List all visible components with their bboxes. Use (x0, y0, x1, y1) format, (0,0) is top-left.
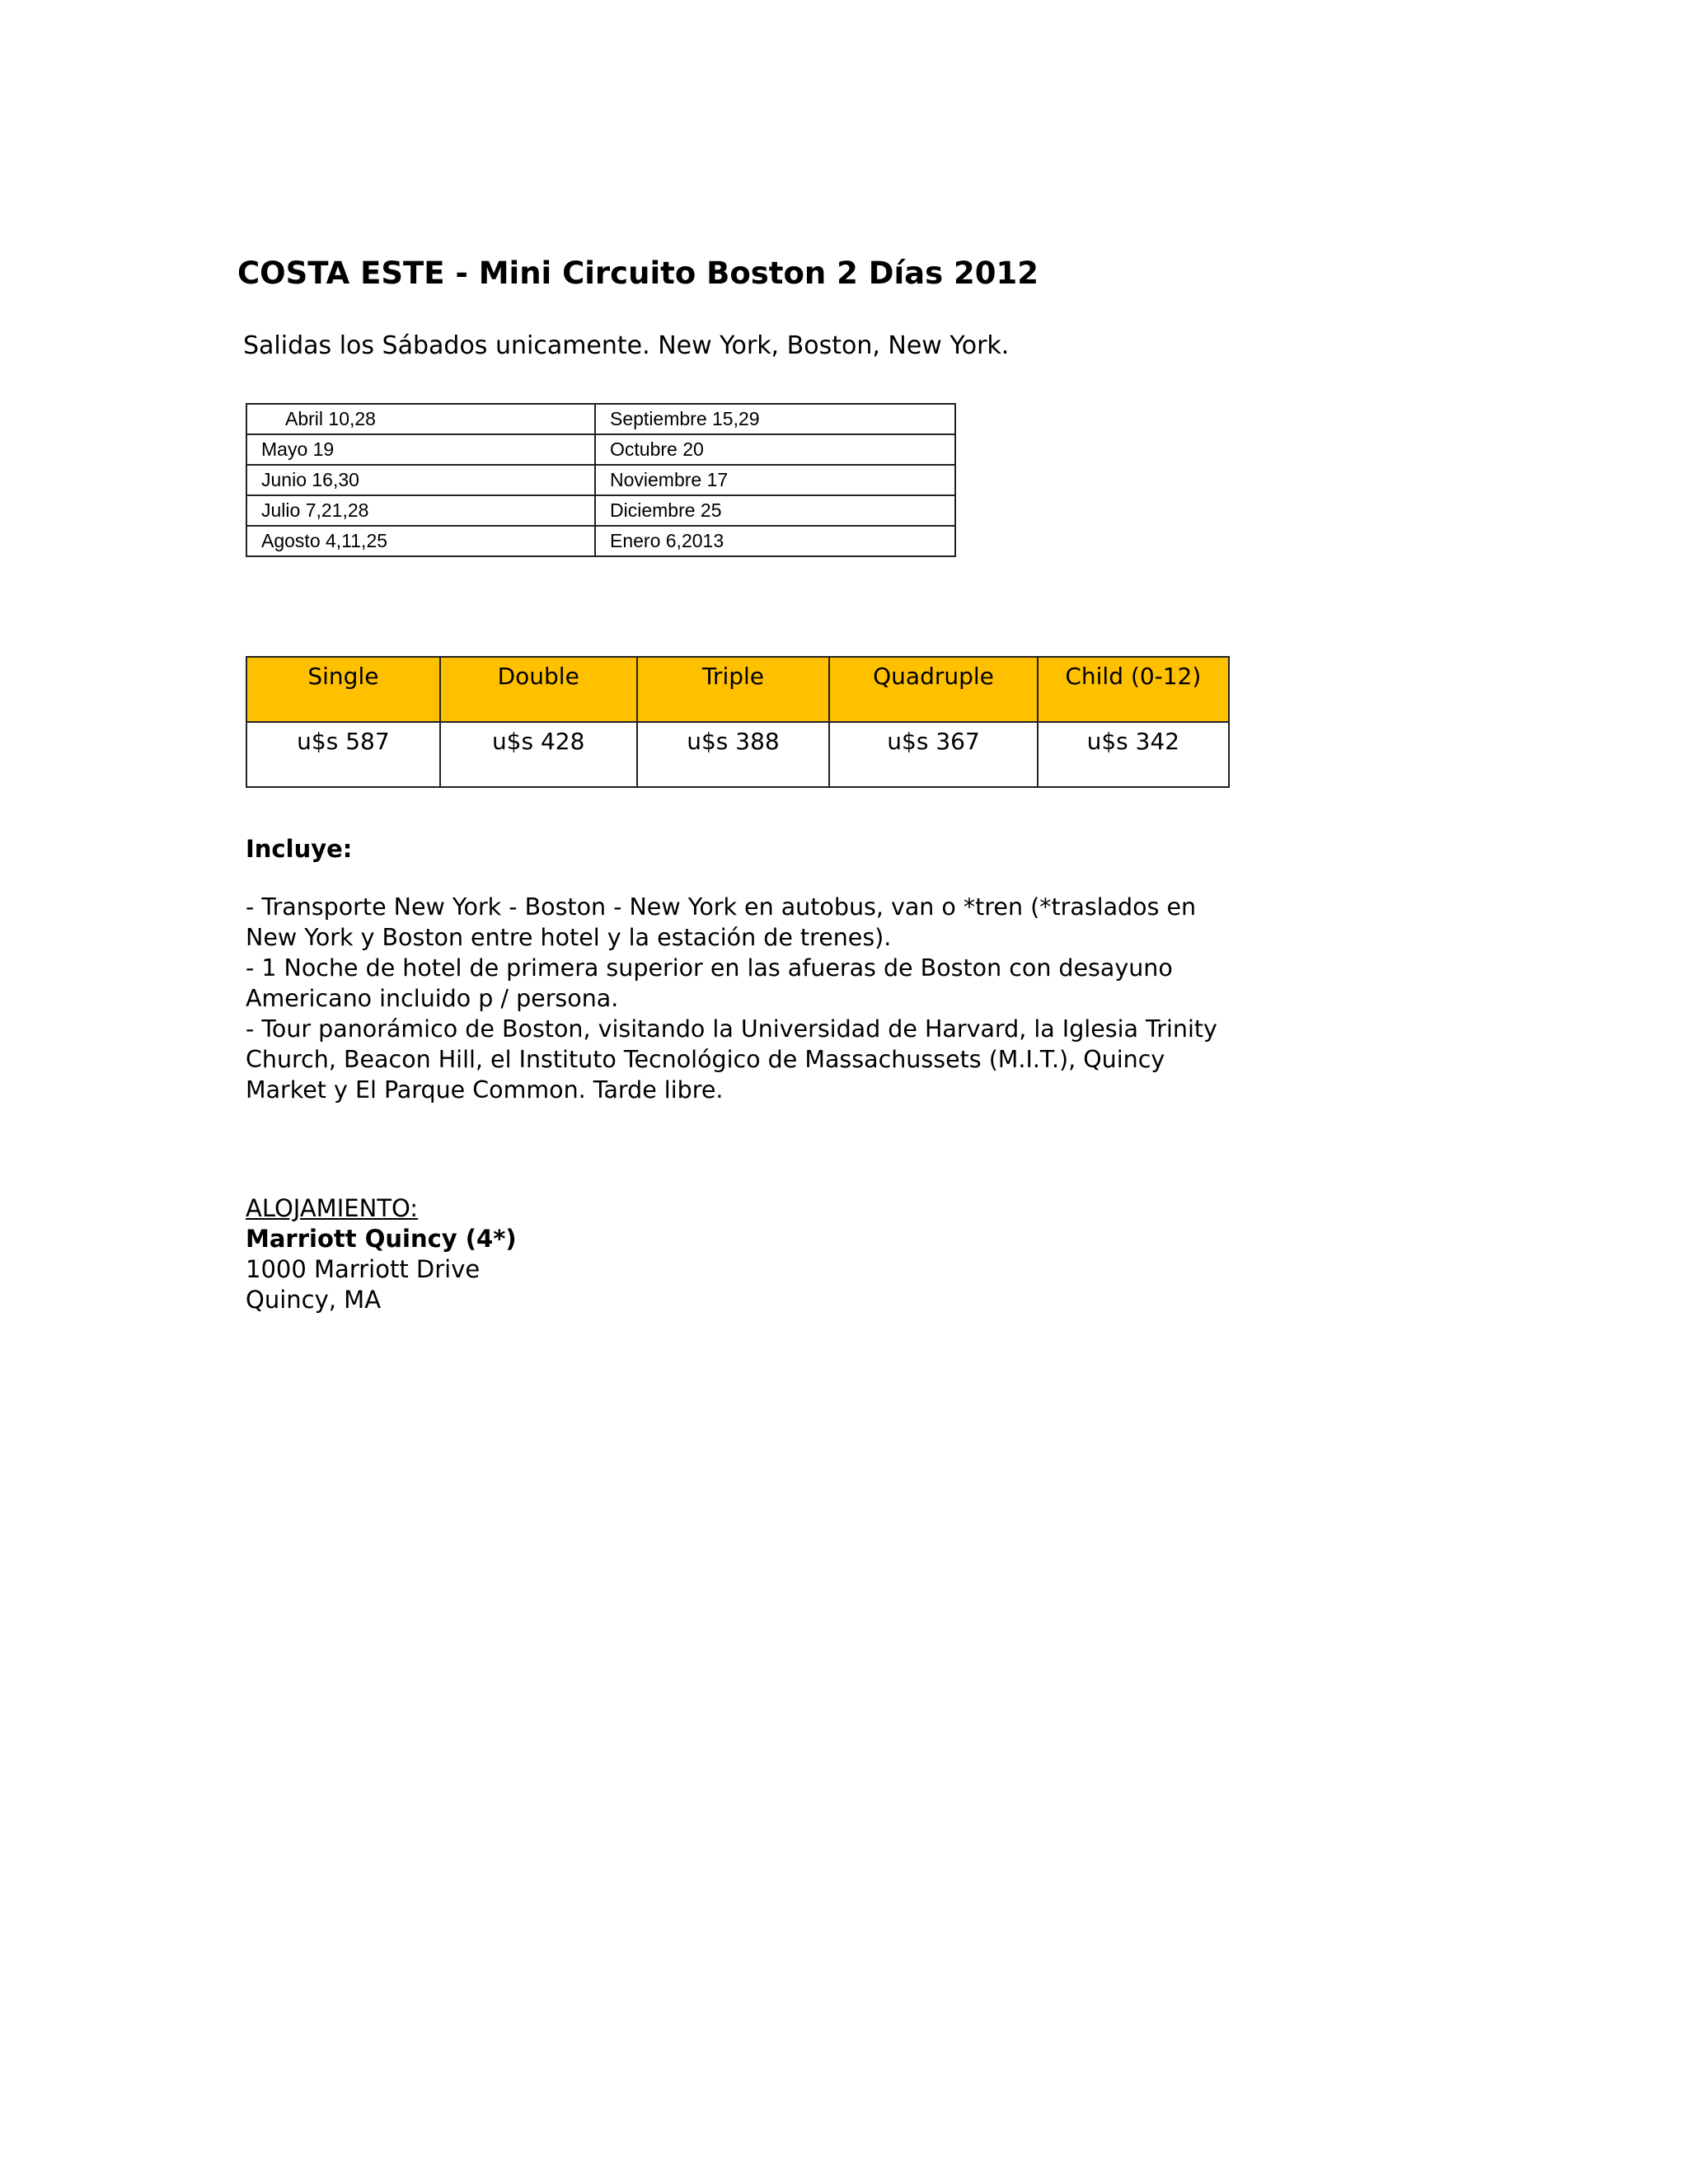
table-row (246, 495, 955, 526)
includes-list (246, 892, 1251, 1105)
includes-item: - 1 Noche de hotel de primera superior en las afueras de Boston con desayuno Americano incluido p / persona. (246, 954, 1173, 1012)
lodging-section (246, 1193, 517, 1315)
price-double: u$s 428 (440, 722, 637, 787)
includes-item: - Transporte New York - Boston - New York en autobus, van o *tren (*traslados en New York y Boston entre hotel y la estación de trenes). (246, 893, 1197, 951)
table-cell: Enero 6,2013 (595, 526, 955, 556)
departure-note: Salidas los Sábados unicamente. New York, Boston, New York. (243, 331, 1010, 360)
departure-dates-table (246, 403, 956, 557)
table-row (246, 526, 955, 556)
price-triple: u$s 388 (637, 722, 830, 787)
price-header-row (246, 657, 1229, 722)
price-single: u$s 587 (246, 722, 440, 787)
price-header-double: Double (440, 657, 637, 722)
table-cell: Abril 10,28 (246, 404, 595, 434)
table-row (246, 465, 955, 495)
price-header-child: Child (0-12) (1038, 657, 1229, 722)
table-cell: Diciembre 25 (595, 495, 955, 526)
table-cell: Mayo 19 (246, 434, 595, 465)
page-title: COSTA ESTE - Mini Circuito Boston 2 Días 2012 (237, 255, 1039, 291)
lodging-label: ALOJAMIENTO: (246, 1194, 419, 1222)
price-table (246, 656, 1230, 788)
hotel-address-line1: 1000 Marriott Drive (246, 1255, 481, 1283)
includes-item: - Tour panorámico de Boston, visitando la Universidad de Harvard, la Iglesia Trinity Church, Beacon Hill, el Instituto Tecnológico de Massachussets (M.I.T.), Quincy Market y El Parque Common. Tarde libre. (246, 1015, 1217, 1104)
hotel-address-line2: Quincy, MA (246, 1286, 382, 1314)
table-cell: Septiembre 15,29 (595, 404, 955, 434)
table-row (246, 434, 955, 465)
includes-heading: Incluye: (246, 835, 353, 863)
table-row (246, 404, 955, 434)
price-header-triple: Triple (637, 657, 830, 722)
hotel-name: Marriott Quincy (4*) (246, 1225, 517, 1253)
price-header-single: Single (246, 657, 440, 722)
price-header-quadruple: Quadruple (829, 657, 1037, 722)
price-value-row (246, 722, 1229, 787)
table-cell: Noviembre 17 (595, 465, 955, 495)
table-cell: Junio 16,30 (246, 465, 595, 495)
table-cell: Octubre 20 (595, 434, 955, 465)
table-cell: Agosto 4,11,25 (246, 526, 595, 556)
table-cell: Julio 7,21,28 (246, 495, 595, 526)
price-quadruple: u$s 367 (829, 722, 1037, 787)
price-child: u$s 342 (1038, 722, 1229, 787)
